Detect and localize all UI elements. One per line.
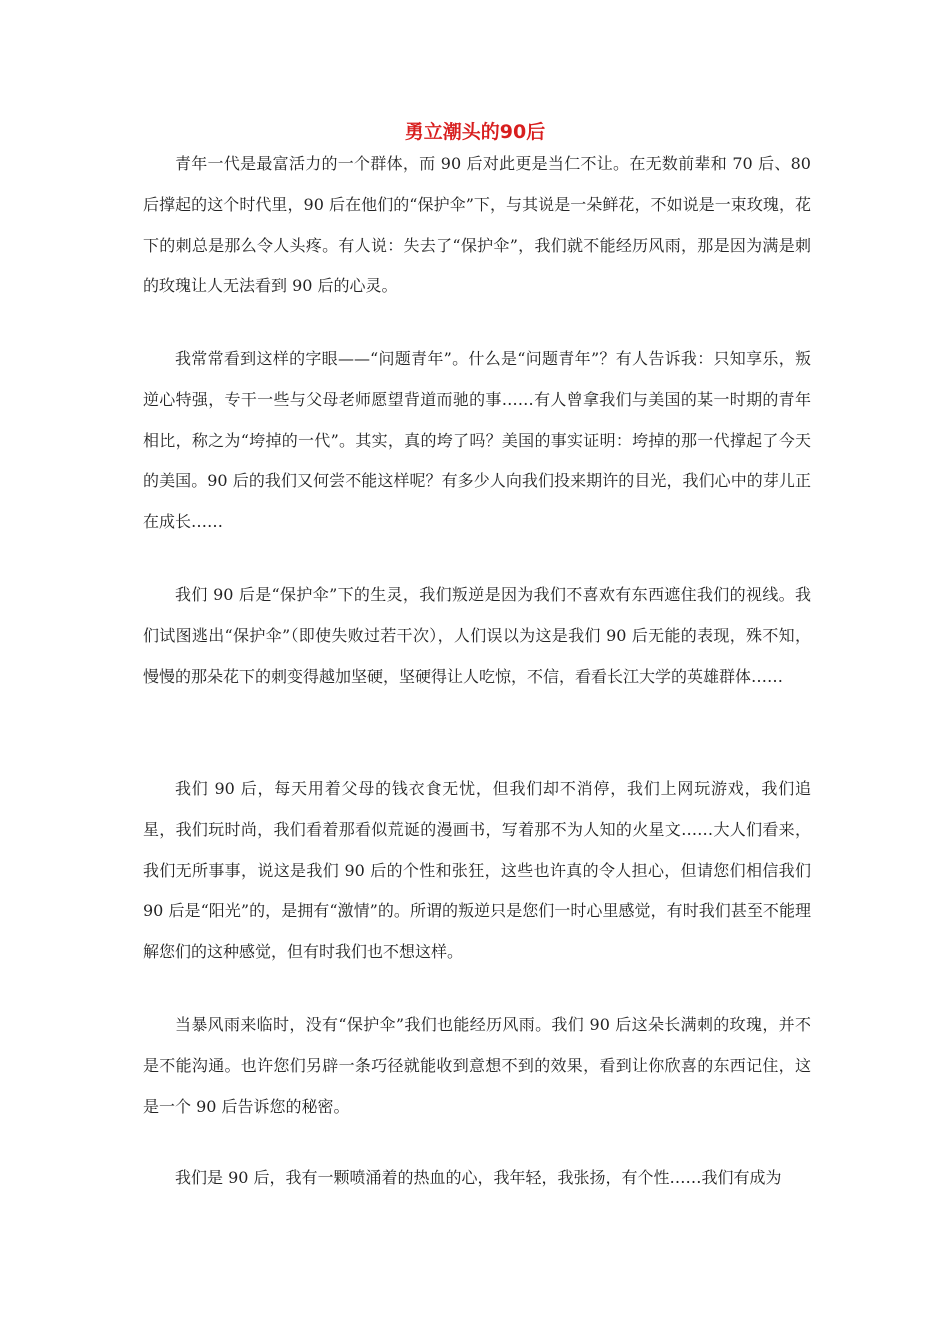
paragraph-5: 当暴风雨来临时，没有“保护伞”我们也能经历风雨。我们 90 后这朵长满刺的玫瑰，并不是不能沟通。也许您们另辟一条巧径就能收到意想不到的效果，看到让你欣喜的东西记住，这是一个 90 后告诉您的秘密。 (143, 1015, 811, 1116)
paragraph-6: 我们是 90 后，我有一颗喷涌着的热血的心，我年轻，我张扬，有个性……我们有成为 (175, 1168, 782, 1187)
paragraph-4: 我们 90 后，每天用着父母的钱衣食无忧，但我们却不消停，我们上网玩游戏，我们追星，我们玩时尚，我们看着那看似荒诞的漫画书，写着那不为人知的火星文……大人们看来，我们无所事事，说这是我们 90 后的个性和张狂，这些也许真的令人担心，但请您们相信我们 90 后是“阳光”的，是拥有“激情”的。所谓的叛逆只是您们一时心里感觉，有时我们甚至不能理解您们的这种感觉，但有时我们也不想这样。 (143, 779, 811, 962)
paragraph-3: 我们 90 后是“保护伞”下的生灵，我们叛逆是因为我们不喜欢有东西遮住我们的视线。我们试图逃出“保护伞”（即使失败过若干次），人们误以为这是我们 90 后无能的表现，殊不知，慢慢的那朵花下的刺变得越加坚硬，坚硬得让人吃惊，不信，看看长江大学的英雄群体…… (143, 585, 811, 686)
paragraph-2: 我常常看到这样的字眼——“问题青年”。什么是“问题青年”？有人告诉我：只知享乐，叛逆心特强，专干一些与父母老师愿望背道而驰的事……有人曾拿我们与美国的某一时期的青年相比，称之为“垮掉的一代”。其实，真的垮了吗？美国的事实证明：垮掉的那一代撑起了今天的美国。90 后的我们又何尝不能这样呢？有多少人向我们投来期许的目光，我们心中的芽儿正在成长…… (143, 349, 811, 532)
document-title: 勇立潮头的90后 (404, 121, 546, 143)
paragraph-1: 青年一代是最富活力的一个群体，而 90 后对此更是当仁不让。在无数前辈和 70 后、80 后撑起的这个时代里，90 后在他们的“保护伞”下，与其说是一朵鲜花，不如说是一束玫瑰，花下的刺总是那么令人头疼。有人说：失去了“保护伞”，我们就不能经历风雨，那是因为满是刺的玫瑰让人无法看到 90 后的心灵。 (143, 154, 811, 296)
